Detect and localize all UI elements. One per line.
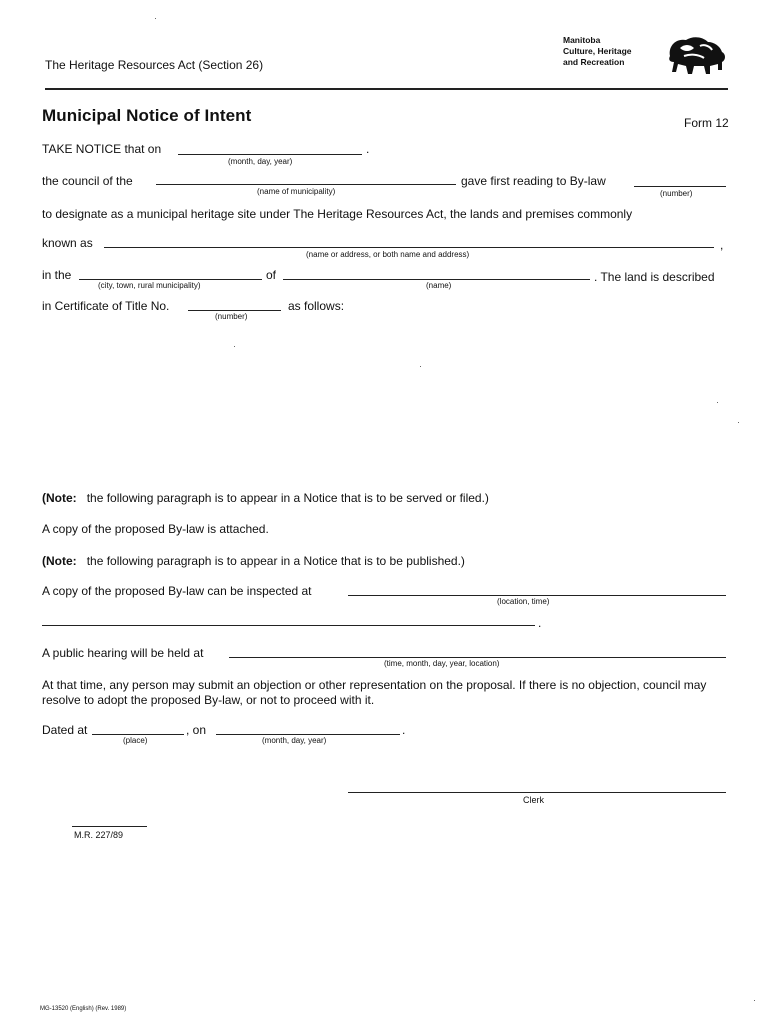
copy-inspected-text: A copy of the proposed By-law can be inspected at <box>42 584 312 598</box>
date-field[interactable] <box>178 154 362 155</box>
land-described-text: . The land is described <box>594 270 715 284</box>
note-label: (Note: <box>42 491 77 505</box>
note-text: the following paragraph is to appear in a Notice that is to be published.) <box>86 554 465 568</box>
note-text: the following paragraph is to appear in a Notice that is to be served or filed.) <box>86 491 489 505</box>
act-title: The Heritage Resources Act (Section 26) <box>45 58 264 72</box>
bison-icon <box>664 34 728 78</box>
scan-speck <box>234 346 235 347</box>
dated-date-field[interactable] <box>216 734 400 735</box>
public-hearing-text: A public hearing will be held at <box>42 646 204 660</box>
location-time-caption: (location, time) <box>497 597 550 606</box>
take-notice-text: TAKE NOTICE that on <box>42 142 162 156</box>
city-caption: (city, town, rural municipality) <box>98 281 201 290</box>
on-text: , on <box>186 723 207 737</box>
header-rule <box>45 88 728 90</box>
known-as-comma: , <box>720 238 724 252</box>
dated-place-field[interactable] <box>92 734 184 735</box>
copy-attached-text: A copy of the proposed By-law is attached. <box>42 522 269 536</box>
clerk-caption: Clerk <box>523 795 545 805</box>
regulation-rule <box>72 826 147 827</box>
note-published <box>42 554 465 568</box>
inspection-location-field-2[interactable] <box>42 625 535 626</box>
form-title: Municipal Notice of Intent <box>42 106 252 125</box>
dated-at-text: Dated at <box>42 723 88 737</box>
scan-speck <box>420 366 421 367</box>
designate-text: to designate as a municipal heritage site under The Heritage Resources Act, the lands and premises commonly <box>42 207 633 221</box>
scan-speck <box>717 402 718 403</box>
scan-speck <box>155 18 156 19</box>
as-follows-text: as follows: <box>288 299 345 313</box>
certificate-text: in Certificate of Title No. <box>42 299 170 313</box>
date-caption: (month, day, year) <box>228 157 293 166</box>
dated-date-caption: (month, day, year) <box>262 736 327 745</box>
city-field[interactable] <box>79 279 262 280</box>
note-served <box>42 491 489 505</box>
municipality-field[interactable] <box>156 184 456 185</box>
ministry-line-3: and Recreation <box>563 57 625 67</box>
dated-period: . <box>402 723 406 737</box>
objection-paragraph: At that time, any person may submit an objection or other representation on the proposal. If there is no objection, council may resolve to adopt the proposed By-law, or not to proceed with it. <box>42 678 707 707</box>
form-number: Form 12 <box>684 116 729 130</box>
gave-first-reading-text: gave first reading to By-law <box>461 174 606 188</box>
name-address-caption: (name or address, or both name and address) <box>306 250 470 259</box>
regulation-number: M.R. 227/89 <box>74 830 124 840</box>
scan-speck <box>738 422 739 423</box>
of-text: of <box>266 268 277 282</box>
known-as-field[interactable] <box>104 247 714 248</box>
take-notice-period: . <box>366 142 370 156</box>
known-as-text: known as <box>42 236 93 250</box>
certificate-number-caption: (number) <box>215 312 248 321</box>
municipality-caption: (name of municipality) <box>257 187 336 196</box>
place-name-caption: (name) <box>426 281 452 290</box>
hearing-details-field[interactable] <box>229 657 726 658</box>
form-code: MG-13520 (English) (Rev. 1989) <box>40 1006 127 1012</box>
place-name-field[interactable] <box>283 279 590 280</box>
note-label: (Note: <box>42 554 77 568</box>
ministry-line-1: Manitoba <box>563 35 601 45</box>
place-caption: (place) <box>123 736 148 745</box>
in-the-text: in the <box>42 268 72 282</box>
ministry-line-2: Culture, Heritage <box>563 46 632 56</box>
council-of-text: the council of the <box>42 174 133 188</box>
inspection-period: . <box>538 616 542 630</box>
clerk-signature-field[interactable] <box>348 792 726 793</box>
bylaw-number-field[interactable] <box>634 186 726 187</box>
certificate-number-field[interactable] <box>188 310 281 311</box>
ministry-name <box>563 35 632 68</box>
hearing-caption: (time, month, day, year, location) <box>384 659 500 668</box>
bylaw-number-caption: (number) <box>660 189 693 198</box>
scan-speck <box>754 1000 755 1001</box>
inspection-location-field[interactable] <box>348 595 726 596</box>
